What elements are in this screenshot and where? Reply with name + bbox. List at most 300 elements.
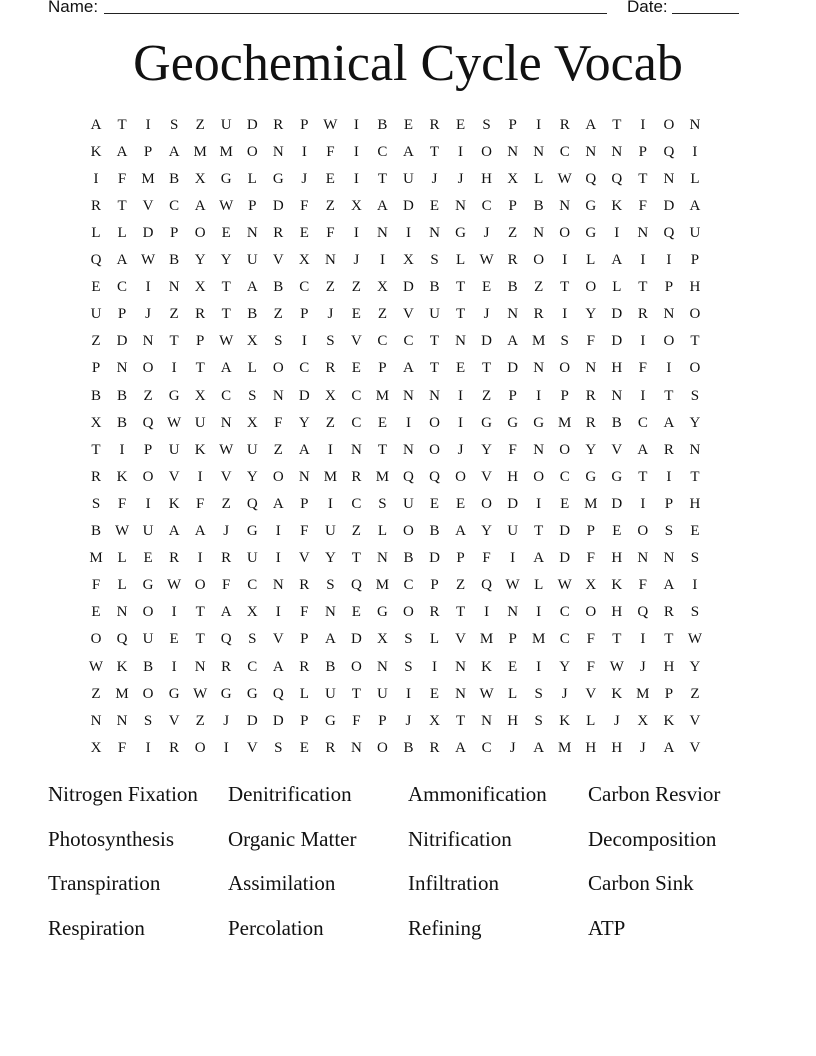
grid-letter[interactable]: B	[169, 170, 180, 187]
grid-letter[interactable]: Y	[585, 441, 597, 458]
grid-letter[interactable]: C	[351, 414, 362, 431]
grid-letter[interactable]: N	[220, 414, 232, 431]
grid-letter[interactable]: B	[611, 414, 622, 431]
grid-letter[interactable]: S	[430, 252, 439, 268]
grid-letter[interactable]: I	[562, 252, 568, 268]
grid-letter[interactable]: J	[405, 712, 412, 729]
grid-letter[interactable]: R	[429, 604, 440, 621]
grid-letter[interactable]: E	[91, 604, 101, 621]
grid-letter[interactable]: S	[326, 577, 335, 594]
grid-letter[interactable]: R	[195, 306, 206, 323]
grid-letter[interactable]: I	[510, 550, 516, 567]
grid-letter[interactable]: A	[220, 604, 232, 621]
grid-letter[interactable]: W	[140, 252, 156, 268]
grid-letter[interactable]: Z	[377, 306, 388, 323]
grid-letter[interactable]: D	[663, 197, 675, 214]
grid-letter[interactable]: R	[559, 116, 570, 133]
grid-letter[interactable]: J	[613, 712, 620, 729]
grid-letter[interactable]: I	[301, 333, 307, 350]
grid-letter[interactable]: I	[536, 604, 542, 621]
grid-letter[interactable]: T	[560, 279, 570, 296]
grid-letter[interactable]: T	[117, 197, 127, 214]
grid-letter[interactable]: L	[586, 252, 596, 268]
grid-letter[interactable]: O	[559, 441, 571, 458]
grid-letter[interactable]: J	[353, 252, 360, 268]
grid-letter[interactable]: O	[90, 631, 102, 648]
grid-letter[interactable]: S	[404, 658, 413, 675]
grid-letter[interactable]: V	[585, 685, 597, 702]
grid-letter[interactable]: K	[559, 712, 571, 729]
grid-letter[interactable]: Q	[246, 495, 258, 512]
grid-letter[interactable]: F	[300, 523, 309, 539]
grid-letter[interactable]: L	[117, 224, 127, 241]
grid-letter[interactable]: T	[455, 306, 466, 323]
grid-letter[interactable]: K	[481, 658, 493, 675]
grid-letter[interactable]: T	[638, 468, 648, 485]
grid-letter[interactable]: S	[274, 739, 283, 756]
grid-letter[interactable]: N	[533, 224, 545, 241]
grid-letter[interactable]: N	[637, 224, 649, 241]
grid-letter[interactable]: I	[353, 170, 359, 187]
grid-letter[interactable]: P	[300, 712, 309, 729]
grid-letter[interactable]: Z	[221, 495, 231, 512]
grid-letter[interactable]: M	[375, 387, 390, 404]
grid-letter[interactable]: T	[91, 441, 101, 458]
grid-letter[interactable]: I	[327, 495, 333, 512]
grid-letter[interactable]: U	[220, 116, 232, 133]
grid-letter[interactable]: N	[533, 143, 545, 160]
grid-letter[interactable]: Z	[325, 197, 335, 214]
grid-letter[interactable]: I	[119, 441, 125, 458]
grid-letter[interactable]: N	[403, 387, 414, 404]
grid-letter[interactable]: Z	[143, 387, 153, 404]
grid-letter[interactable]: L	[690, 170, 700, 187]
grid-letter[interactable]: I	[536, 116, 542, 133]
grid-letter[interactable]: N	[455, 685, 466, 702]
grid-letter[interactable]: F	[300, 604, 309, 621]
grid-letter[interactable]: K	[194, 441, 206, 458]
grid-letter[interactable]: E	[143, 550, 153, 567]
grid-letter[interactable]: C	[559, 604, 570, 621]
grid-letter[interactable]: C	[377, 143, 388, 160]
grid-letter[interactable]: A	[377, 197, 388, 214]
grid-letter[interactable]: M	[479, 631, 494, 648]
grid-letter[interactable]: Y	[585, 306, 597, 323]
grid-letter[interactable]: N	[377, 224, 388, 241]
grid-letter[interactable]: G	[246, 523, 258, 539]
grid-letter[interactable]: A	[689, 197, 701, 214]
grid-letter[interactable]: X	[246, 333, 258, 350]
grid-letter[interactable]: H	[585, 739, 597, 756]
grid-letter[interactable]: E	[690, 523, 700, 539]
grid-letter[interactable]: F	[586, 550, 595, 567]
grid-letter[interactable]: U	[429, 306, 440, 323]
grid-letter[interactable]: M	[532, 333, 546, 350]
grid-letter[interactable]: O	[689, 306, 701, 323]
grid-letter[interactable]: T	[638, 279, 648, 296]
grid-letter[interactable]: W	[167, 577, 182, 594]
grid-letter[interactable]: C	[377, 333, 388, 350]
grid-letter[interactable]: L	[429, 631, 440, 648]
grid-letter[interactable]: A	[324, 631, 336, 648]
grid-letter[interactable]: B	[325, 658, 336, 675]
grid-letter[interactable]: T	[429, 333, 440, 350]
grid-letter[interactable]: S	[91, 495, 101, 512]
grid-letter[interactable]: P	[508, 116, 517, 133]
grid-letter[interactable]: G	[272, 170, 284, 187]
grid-letter[interactable]: R	[169, 550, 180, 567]
grid-letter[interactable]: R	[429, 739, 440, 756]
grid-letter[interactable]: D	[142, 224, 154, 241]
grid-letter[interactable]: I	[458, 414, 464, 431]
grid-letter[interactable]: F	[638, 197, 647, 214]
grid-letter[interactable]: Y	[298, 414, 310, 431]
grid-letter[interactable]: O	[272, 360, 284, 377]
grid-letter[interactable]: Z	[325, 414, 335, 431]
grid-letter[interactable]: A	[507, 333, 519, 350]
grid-letter[interactable]: U	[403, 170, 414, 187]
grid-letter[interactable]: B	[429, 279, 440, 296]
grid-letter[interactable]: C	[481, 197, 492, 214]
grid-letter[interactable]: O	[559, 224, 571, 241]
grid-letter[interactable]: Z	[534, 279, 544, 296]
grid-letter[interactable]: R	[585, 387, 596, 404]
grid-letter[interactable]: P	[195, 333, 205, 350]
grid-letter[interactable]: V	[455, 631, 466, 648]
grid-letter[interactable]: M	[558, 739, 572, 756]
grid-letter[interactable]: C	[221, 387, 232, 404]
grid-letter[interactable]: O	[142, 468, 154, 485]
grid-letter[interactable]: C	[559, 143, 570, 160]
grid-letter[interactable]: A	[168, 143, 180, 160]
grid-letter[interactable]: I	[171, 360, 177, 377]
grid-letter[interactable]: X	[377, 279, 388, 296]
grid-letter[interactable]: C	[403, 577, 414, 594]
grid-letter[interactable]: I	[405, 414, 411, 431]
grid-letter[interactable]: X	[350, 197, 362, 214]
grid-letter[interactable]: O	[689, 360, 701, 377]
grid-letter[interactable]: Q	[403, 468, 414, 485]
grid-letter[interactable]: C	[299, 360, 310, 377]
grid-letter[interactable]: E	[325, 170, 335, 187]
grid-letter[interactable]: F	[326, 143, 335, 160]
grid-letter[interactable]: G	[455, 224, 466, 241]
grid-letter[interactable]: B	[169, 252, 180, 268]
grid-letter[interactable]: B	[273, 279, 284, 296]
grid-letter[interactable]: T	[690, 333, 700, 350]
grid-letter[interactable]: Q	[663, 224, 675, 241]
grid-letter[interactable]: R	[507, 252, 518, 268]
grid-letter[interactable]: G	[220, 685, 232, 702]
grid-letter[interactable]: R	[273, 116, 284, 133]
grid-letter[interactable]: E	[351, 360, 361, 377]
grid-letter[interactable]: F	[300, 197, 309, 214]
grid-letter[interactable]: I	[562, 306, 568, 323]
grid-letter[interactable]: X	[246, 414, 258, 431]
grid-letter[interactable]: Z	[482, 387, 492, 404]
grid-letter[interactable]: I	[353, 143, 359, 160]
grid-letter[interactable]: T	[455, 604, 466, 621]
grid-letter[interactable]: S	[664, 523, 674, 539]
grid-letter[interactable]: D	[507, 360, 519, 377]
grid-letter[interactable]: V	[611, 441, 623, 458]
grid-letter[interactable]: I	[536, 658, 542, 675]
grid-letter[interactable]: T	[351, 685, 361, 702]
grid-letter[interactable]: N	[663, 170, 675, 187]
grid-letter[interactable]: N	[585, 143, 597, 160]
grid-letter[interactable]: I	[666, 252, 672, 268]
grid-letter[interactable]: J	[327, 306, 334, 323]
grid-letter[interactable]: E	[429, 495, 440, 512]
grid-letter[interactable]: A	[194, 523, 206, 539]
grid-letter[interactable]: A	[663, 414, 675, 431]
grid-letter[interactable]: R	[325, 360, 336, 377]
grid-letter[interactable]: N	[507, 306, 519, 323]
grid-letter[interactable]: L	[247, 170, 257, 187]
grid-letter[interactable]: N	[637, 550, 649, 567]
grid-letter[interactable]: G	[168, 685, 180, 702]
grid-letter[interactable]: B	[117, 387, 128, 404]
grid-letter[interactable]: C	[351, 387, 362, 404]
grid-letter[interactable]: G	[611, 468, 623, 485]
grid-letter[interactable]: J	[639, 658, 646, 675]
grid-letter[interactable]: D	[246, 116, 258, 133]
grid-letter[interactable]: E	[91, 279, 101, 296]
grid-letter[interactable]: M	[636, 685, 650, 702]
grid-letter[interactable]: O	[142, 360, 154, 377]
grid-letter[interactable]: W	[219, 197, 234, 214]
grid-letter[interactable]: A	[533, 550, 545, 567]
grid-letter[interactable]: C	[117, 279, 128, 296]
grid-letter[interactable]: Y	[559, 658, 571, 675]
grid-letter[interactable]: E	[221, 224, 231, 241]
grid-letter[interactable]: G	[142, 577, 154, 594]
grid-letter[interactable]: Q	[90, 252, 102, 268]
grid-letter[interactable]: S	[534, 712, 543, 729]
grid-letter[interactable]: R	[585, 414, 596, 431]
grid-letter[interactable]: Q	[663, 143, 675, 160]
grid-letter[interactable]: G	[324, 712, 336, 729]
grid-letter[interactable]: L	[534, 170, 544, 187]
grid-letter[interactable]: P	[143, 441, 153, 458]
grid-letter[interactable]: F	[352, 712, 361, 729]
grid-letter[interactable]: N	[116, 712, 128, 729]
grid-letter[interactable]: H	[611, 604, 623, 621]
grid-letter[interactable]: R	[325, 739, 336, 756]
grid-letter[interactable]: R	[221, 658, 232, 675]
grid-letter[interactable]: P	[430, 577, 439, 594]
grid-letter[interactable]: A	[403, 143, 414, 160]
grid-letter[interactable]: A	[663, 577, 675, 594]
grid-letter[interactable]: S	[169, 116, 179, 133]
grid-letter[interactable]: O	[142, 604, 154, 621]
grid-letter[interactable]: Q	[272, 685, 284, 702]
grid-letter[interactable]: R	[637, 306, 648, 323]
grid-letter[interactable]: Z	[195, 712, 205, 729]
grid-letter[interactable]: F	[195, 495, 205, 512]
grid-letter[interactable]: P	[664, 685, 674, 702]
grid-letter[interactable]: R	[663, 441, 674, 458]
grid-letter[interactable]: G	[220, 170, 232, 187]
grid-letter[interactable]: B	[90, 523, 101, 539]
grid-letter[interactable]: D	[116, 333, 128, 350]
grid-letter[interactable]: M	[532, 631, 546, 648]
grid-letter[interactable]: R	[351, 468, 362, 485]
grid-letter[interactable]: C	[299, 279, 310, 296]
grid-letter[interactable]: N	[298, 468, 310, 485]
grid-letter[interactable]: U	[403, 495, 414, 512]
grid-letter[interactable]: X	[377, 631, 388, 648]
grid-letter[interactable]: T	[482, 360, 492, 377]
grid-letter[interactable]: O	[481, 495, 493, 512]
grid-letter[interactable]: N	[116, 360, 128, 377]
grid-letter[interactable]: L	[377, 523, 388, 539]
grid-letter[interactable]: W	[323, 116, 338, 133]
grid-letter[interactable]: E	[455, 116, 466, 133]
grid-letter[interactable]: V	[350, 333, 362, 350]
grid-letter[interactable]: J	[457, 170, 464, 187]
grid-letter[interactable]: S	[560, 333, 569, 350]
grid-letter[interactable]: O	[350, 658, 362, 675]
grid-letter[interactable]: F	[586, 333, 595, 350]
grid-letter[interactable]: H	[689, 279, 701, 296]
grid-letter[interactable]: F	[222, 577, 231, 594]
grid-letter[interactable]: Y	[689, 658, 701, 675]
grid-letter[interactable]: H	[611, 360, 623, 377]
grid-letter[interactable]: O	[403, 604, 414, 621]
grid-letter[interactable]: P	[300, 306, 309, 323]
grid-letter[interactable]: T	[377, 441, 388, 458]
grid-letter[interactable]: T	[377, 170, 388, 187]
grid-letter[interactable]: R	[169, 739, 180, 756]
grid-letter[interactable]: C	[247, 577, 258, 594]
grid-letter[interactable]: O	[194, 224, 206, 241]
grid-letter[interactable]: P	[91, 360, 101, 377]
grid-letter[interactable]: X	[90, 414, 102, 431]
grid-letter[interactable]: Z	[351, 523, 361, 539]
grid-letter[interactable]: O	[559, 360, 571, 377]
grid-letter[interactable]: C	[559, 468, 570, 485]
grid-letter[interactable]: X	[298, 252, 310, 268]
grid-letter[interactable]: V	[689, 712, 701, 729]
grid-letter[interactable]: J	[639, 739, 646, 756]
grid-letter[interactable]: Z	[195, 116, 205, 133]
grid-letter[interactable]: N	[324, 252, 336, 268]
grid-letter[interactable]: S	[404, 631, 413, 648]
grid-letter[interactable]: D	[298, 387, 310, 404]
grid-letter[interactable]: P	[664, 495, 674, 512]
grid-letter[interactable]: T	[195, 631, 205, 648]
grid-letter[interactable]: I	[640, 387, 646, 404]
grid-letter[interactable]: W	[167, 414, 182, 431]
grid-letter[interactable]: X	[403, 252, 414, 268]
grid-letter[interactable]: A	[168, 523, 180, 539]
grid-letter[interactable]: V	[220, 468, 232, 485]
grid-letter[interactable]: T	[455, 712, 466, 729]
grid-letter[interactable]: T	[195, 604, 205, 621]
grid-letter[interactable]: P	[300, 495, 309, 512]
grid-letter[interactable]: I	[640, 631, 646, 648]
grid-letter[interactable]: P	[143, 143, 153, 160]
grid-letter[interactable]: T	[195, 360, 205, 377]
grid-letter[interactable]: D	[350, 631, 362, 648]
grid-letter[interactable]: I	[692, 143, 698, 160]
grid-letter[interactable]: D	[507, 495, 519, 512]
grid-letter[interactable]: Y	[324, 550, 336, 567]
grid-letter[interactable]: I	[145, 739, 151, 756]
grid-letter[interactable]: Q	[481, 577, 493, 594]
grid-letter[interactable]: F	[508, 441, 517, 458]
grid-letter[interactable]: T	[664, 631, 674, 648]
grid-letter[interactable]: N	[611, 143, 623, 160]
grid-letter[interactable]: S	[248, 631, 257, 648]
grid-letter[interactable]: V	[272, 631, 284, 648]
grid-letter[interactable]: L	[612, 279, 622, 296]
grid-letter[interactable]: M	[323, 468, 338, 485]
grid-letter[interactable]: M	[375, 577, 390, 594]
grid-letter[interactable]: U	[324, 523, 336, 539]
grid-letter[interactable]: N	[429, 387, 440, 404]
grid-letter[interactable]: Z	[508, 224, 518, 241]
grid-letter[interactable]: H	[507, 468, 519, 485]
grid-letter[interactable]: Q	[116, 631, 128, 648]
grid-letter[interactable]: O	[663, 333, 675, 350]
grid-letter[interactable]: D	[272, 712, 284, 729]
grid-letter[interactable]: O	[272, 468, 284, 485]
grid-letter[interactable]: K	[611, 685, 623, 702]
grid-letter[interactable]: M	[584, 495, 598, 512]
grid-letter[interactable]: B	[90, 387, 101, 404]
grid-letter[interactable]: L	[247, 360, 257, 377]
grid-letter[interactable]: U	[142, 631, 154, 648]
grid-letter[interactable]: O	[533, 252, 545, 268]
grid-letter[interactable]: E	[560, 495, 570, 512]
grid-letter[interactable]: I	[353, 224, 359, 241]
grid-letter[interactable]: T	[664, 387, 674, 404]
grid-letter[interactable]: V	[481, 468, 493, 485]
grid-letter[interactable]: X	[507, 170, 519, 187]
grid-letter[interactable]: Z	[91, 685, 101, 702]
grid-letter[interactable]: K	[663, 712, 675, 729]
grid-letter[interactable]: O	[637, 523, 649, 539]
grid-letter[interactable]: P	[117, 306, 127, 323]
grid-letter[interactable]: N	[429, 224, 440, 241]
grid-letter[interactable]: D	[403, 279, 414, 296]
grid-letter[interactable]: I	[405, 685, 411, 702]
grid-letter[interactable]: E	[377, 414, 388, 431]
grid-letter[interactable]: A	[116, 252, 128, 268]
grid-letter[interactable]: W	[219, 333, 234, 350]
grid-letter[interactable]: A	[455, 523, 466, 539]
grid-letter[interactable]: I	[405, 224, 411, 241]
grid-letter[interactable]: B	[143, 658, 154, 675]
grid-letter[interactable]: N	[481, 712, 493, 729]
grid-letter[interactable]: T	[221, 306, 231, 323]
grid-letter[interactable]: V	[272, 252, 284, 268]
grid-letter[interactable]: M	[115, 685, 129, 702]
grid-letter[interactable]: E	[403, 116, 414, 133]
grid-letter[interactable]: B	[429, 523, 440, 539]
grid-letter[interactable]: F	[326, 224, 335, 241]
grid-letter[interactable]: W	[219, 441, 234, 458]
grid-letter[interactable]: I	[275, 523, 281, 539]
grid-letter[interactable]: X	[194, 387, 206, 404]
grid-letter[interactable]: O	[194, 577, 206, 594]
grid-letter[interactable]: I	[666, 360, 672, 377]
grid-letter[interactable]: I	[379, 252, 385, 268]
grid-letter[interactable]: X	[246, 604, 258, 621]
grid-letter[interactable]: C	[169, 197, 180, 214]
